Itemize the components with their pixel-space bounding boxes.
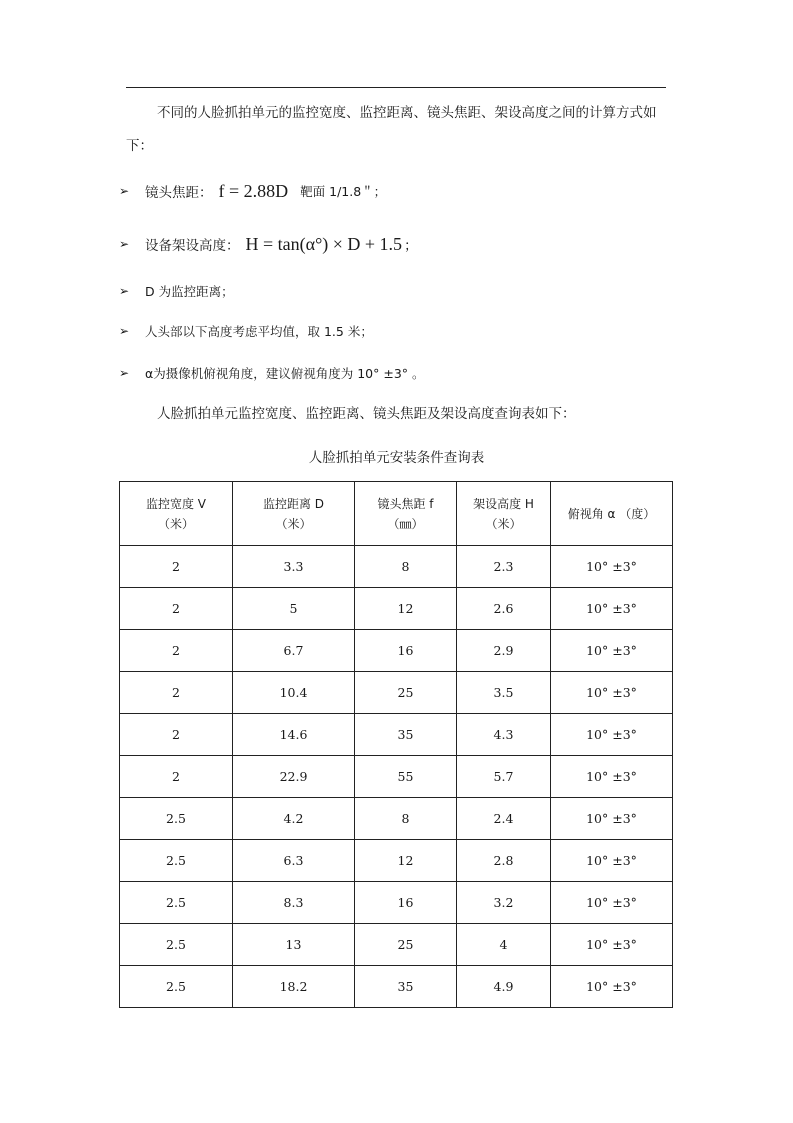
cell-height: 2.6 xyxy=(457,588,551,630)
cell-distance: 8.3 xyxy=(233,882,355,924)
cell-distance: 10.4 xyxy=(233,672,355,714)
table-row xyxy=(120,672,673,714)
cell-height: 2.8 xyxy=(457,840,551,882)
cell-focal: 8 xyxy=(355,798,457,840)
cell-angle: 10° ±3° xyxy=(551,630,673,672)
bullet-d-definition xyxy=(119,280,234,302)
cell-width: 2 xyxy=(120,546,233,588)
cell-distance: 13 xyxy=(233,924,355,966)
cell-distance: 4.2 xyxy=(233,798,355,840)
cell-focal: 8 xyxy=(355,546,457,588)
cell-distance: 6.7 xyxy=(233,630,355,672)
bullet-suffix: ； xyxy=(404,238,418,254)
header-rule xyxy=(126,87,666,88)
cell-focal: 12 xyxy=(355,840,457,882)
bullet-suffix: 靶面 1/1.8＂； xyxy=(300,184,387,199)
focal-length-formula: f = 2.88D xyxy=(218,180,289,201)
header-focal: 镜头焦距 f （㎜） xyxy=(355,482,457,546)
table-row xyxy=(120,882,673,924)
table-row xyxy=(120,546,673,588)
cell-distance: 3.3 xyxy=(233,546,355,588)
cell-height: 3.2 xyxy=(457,882,551,924)
cell-angle: 10° ±3° xyxy=(551,840,673,882)
cell-height: 5.7 xyxy=(457,756,551,798)
cell-focal: 16 xyxy=(355,630,457,672)
intro-line-2: 下： xyxy=(126,138,153,154)
cell-angle: 10° ±3° xyxy=(551,546,673,588)
cell-height: 4 xyxy=(457,924,551,966)
table-row xyxy=(120,966,673,1008)
table-row xyxy=(120,588,673,630)
cell-width: 2 xyxy=(120,588,233,630)
cell-height: 2.9 xyxy=(457,630,551,672)
bullet-text: D 为监控距离； xyxy=(145,284,234,299)
table-header-row xyxy=(120,482,673,546)
cell-focal: 55 xyxy=(355,756,457,798)
arrow-bullet-icon: ➢ xyxy=(119,284,130,298)
bullet-text: α为摄像机俯视角度，建议俯视角度为 10° ±3° 。 xyxy=(145,366,425,381)
table-row xyxy=(120,714,673,756)
cell-angle: 10° ±3° xyxy=(551,588,673,630)
cell-width: 2 xyxy=(120,672,233,714)
cell-angle: 10° ±3° xyxy=(551,672,673,714)
cell-focal: 25 xyxy=(355,924,457,966)
bullet-mount-height xyxy=(119,233,418,255)
cell-distance: 5 xyxy=(233,588,355,630)
cell-focal: 12 xyxy=(355,588,457,630)
cell-distance: 18.2 xyxy=(233,966,355,1008)
header-width: 监控宽度 V （米） xyxy=(120,482,233,546)
cell-angle: 10° ±3° xyxy=(551,882,673,924)
cell-width: 2.5 xyxy=(120,882,233,924)
cell-distance: 14.6 xyxy=(233,714,355,756)
bullet-head-height xyxy=(119,320,373,342)
cell-focal: 25 xyxy=(355,672,457,714)
cell-angle: 10° ±3° xyxy=(551,966,673,1008)
table-row xyxy=(120,798,673,840)
bullet-label: 设备架设高度： xyxy=(145,238,240,254)
cell-width: 2.5 xyxy=(120,924,233,966)
cell-height: 2.3 xyxy=(457,546,551,588)
cell-focal: 35 xyxy=(355,714,457,756)
header-angle: 俯视角 α （度） xyxy=(551,482,673,546)
cell-height: 4.9 xyxy=(457,966,551,1008)
header-distance: 监控距离 D （米） xyxy=(233,482,355,546)
arrow-bullet-icon: ➢ xyxy=(119,184,130,198)
cell-width: 2.5 xyxy=(120,798,233,840)
cell-focal: 35 xyxy=(355,966,457,1008)
cell-height: 4.3 xyxy=(457,714,551,756)
cell-angle: 10° ±3° xyxy=(551,756,673,798)
arrow-bullet-icon: ➢ xyxy=(119,237,130,251)
bullet-angle xyxy=(119,362,425,384)
mount-height-formula: H = tan(α°) × D + 1.5 xyxy=(245,233,403,254)
cell-angle: 10° ±3° xyxy=(551,714,673,756)
bullet-text: 人头部以下高度考虑平均值，取 1.5 米； xyxy=(145,324,373,339)
intro-line-1: 不同的人脸抓拍单元的监控宽度、监控距离、镜头焦距、架设高度之间的计算方式如 xyxy=(157,105,657,121)
table-caption: 人脸抓拍单元安装条件查询表 xyxy=(308,450,485,466)
cell-width: 2 xyxy=(120,756,233,798)
cell-width: 2 xyxy=(120,714,233,756)
cell-width: 2.5 xyxy=(120,840,233,882)
table-row xyxy=(120,924,673,966)
cell-height: 3.5 xyxy=(457,672,551,714)
cell-distance: 22.9 xyxy=(233,756,355,798)
cell-distance: 6.3 xyxy=(233,840,355,882)
header-height: 架设高度 H （米） xyxy=(457,482,551,546)
cell-focal: 16 xyxy=(355,882,457,924)
arrow-bullet-icon: ➢ xyxy=(119,366,130,380)
cell-height: 2.4 xyxy=(457,798,551,840)
install-conditions-table xyxy=(119,481,673,1008)
bullet-label: 镜头焦距： xyxy=(145,185,213,201)
arrow-bullet-icon: ➢ xyxy=(119,324,130,338)
cell-width: 2 xyxy=(120,630,233,672)
bullet-focal-length xyxy=(119,180,386,202)
cell-angle: 10° ±3° xyxy=(551,798,673,840)
lookup-intro: 人脸抓拍单元监控宽度、监控距离、镜头焦距及架设高度查询表如下： xyxy=(157,406,576,422)
table-row xyxy=(120,630,673,672)
table-row xyxy=(120,840,673,882)
table-row xyxy=(120,756,673,798)
cell-angle: 10° ±3° xyxy=(551,924,673,966)
cell-width: 2.5 xyxy=(120,966,233,1008)
